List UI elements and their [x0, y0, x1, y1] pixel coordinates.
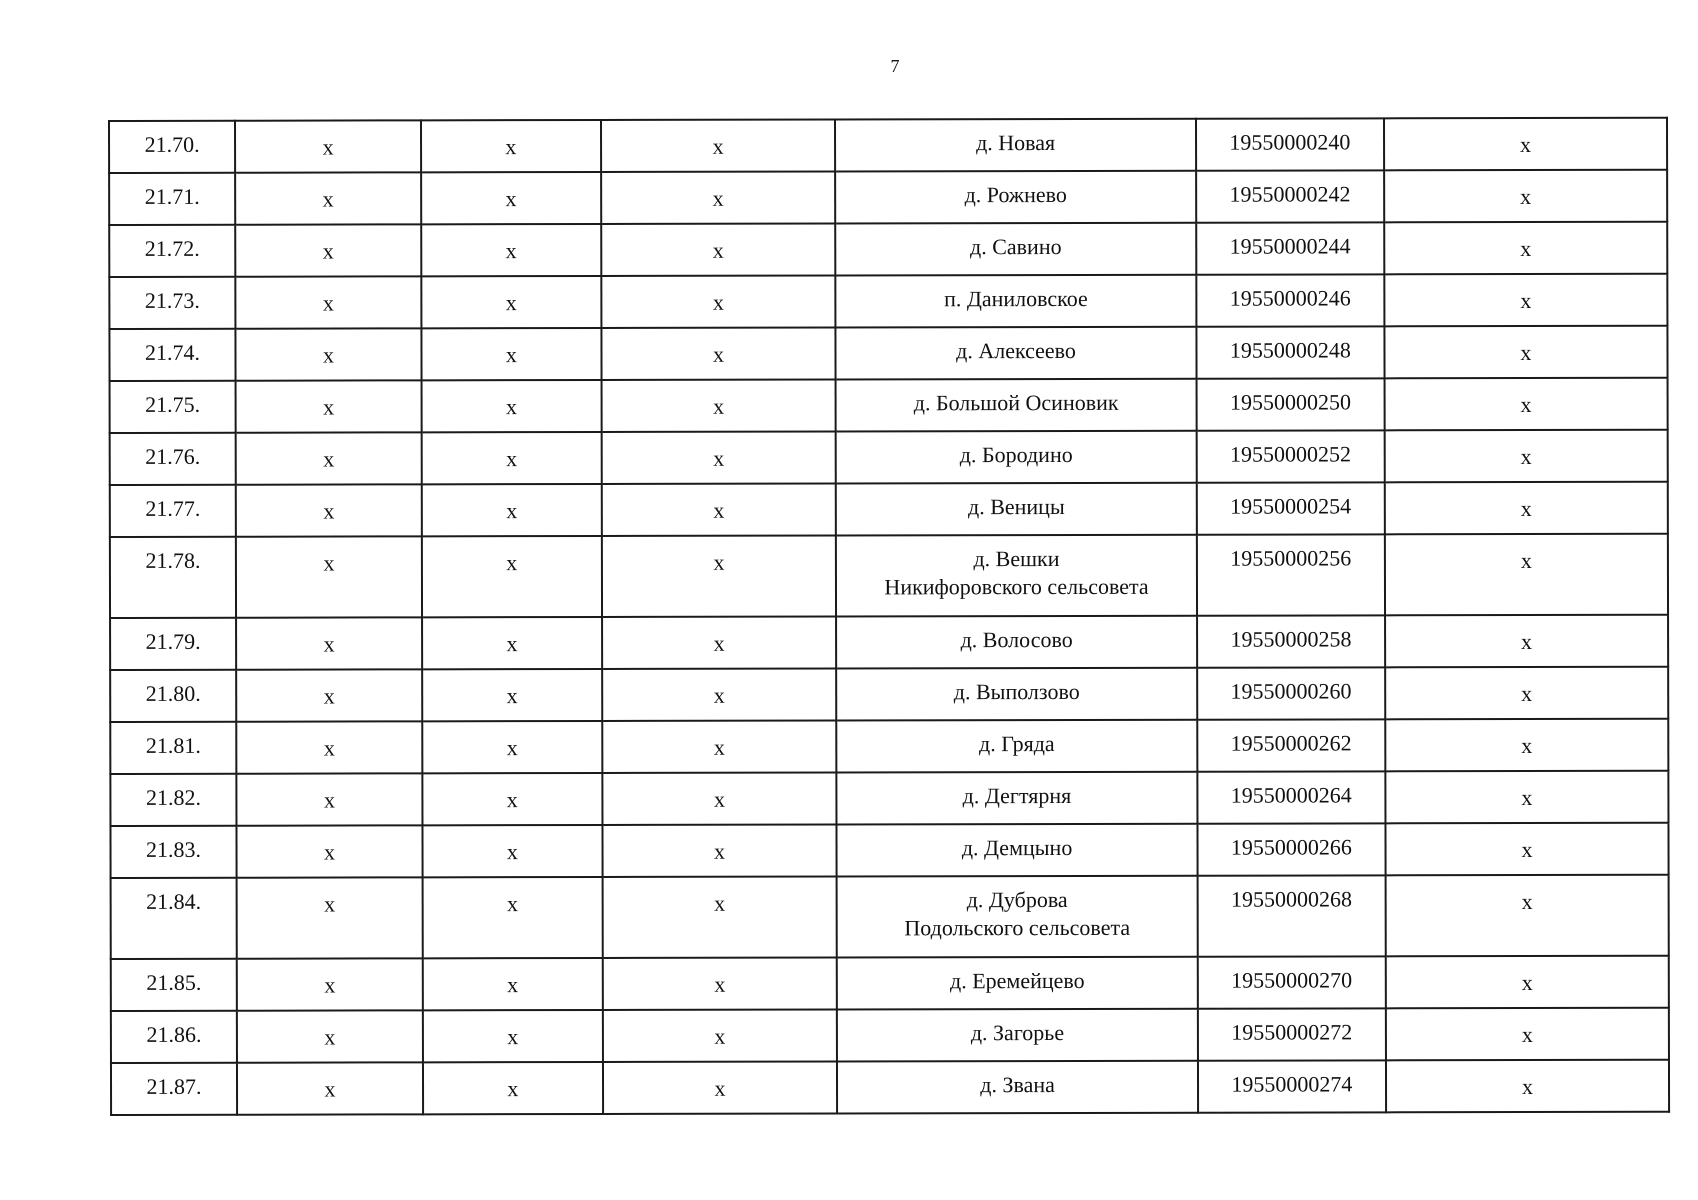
- settlement-name-line: д. Еремейцево: [949, 967, 1085, 994]
- col3-cell: x: [601, 171, 836, 223]
- settlement-name-cell: [836, 431, 1197, 484]
- col3-cell: x: [602, 824, 837, 876]
- settlement-name-cell: [835, 171, 1196, 224]
- oktmo-code-cell: 19550000266: [1197, 823, 1385, 875]
- row-number-cell: 21.75.: [110, 381, 236, 433]
- col7-cell: x: [1385, 875, 1668, 957]
- oktmo-code-cell: 19550000260: [1197, 667, 1385, 719]
- oktmo-code-cell: 19550000262: [1197, 719, 1385, 771]
- col1-cell: x: [237, 958, 423, 1010]
- col3-cell: x: [601, 431, 836, 483]
- oktmo-code-cell: 19550000274: [1198, 1060, 1386, 1112]
- table-row: [111, 956, 1669, 1011]
- table-row: [110, 378, 1668, 433]
- col7-cell: x: [1386, 956, 1669, 1009]
- settlement-name-cell: [836, 327, 1197, 380]
- col1-cell: x: [236, 536, 422, 617]
- col7-cell: x: [1385, 615, 1668, 668]
- col7-cell: x: [1384, 118, 1667, 171]
- table-row: [109, 326, 1667, 381]
- settlement-name-line: Подольского сельсовета: [904, 914, 1131, 941]
- row-number-cell: 21.78.: [110, 537, 236, 618]
- table-row: [111, 1008, 1669, 1063]
- settlement-name-cell: [836, 379, 1197, 432]
- settlement-name-cell: [837, 1061, 1198, 1114]
- col7-cell: x: [1384, 274, 1667, 327]
- row-number-cell: 21.86.: [111, 1011, 237, 1063]
- oktmo-code-cell: 19550000256: [1197, 534, 1385, 615]
- row-number-cell: 21.77.: [110, 485, 236, 537]
- row-number-cell: 21.76.: [110, 433, 236, 485]
- col7-cell: x: [1385, 823, 1668, 876]
- col1-cell: x: [236, 484, 422, 536]
- settlement-name-line: д. Выползово: [953, 678, 1080, 705]
- col7-cell: x: [1386, 1060, 1669, 1113]
- table-row: [110, 615, 1668, 670]
- oktmo-code-cell: 19550000246: [1196, 274, 1384, 326]
- col2-cell: x: [422, 669, 602, 721]
- col1-cell: x: [237, 877, 423, 958]
- col2-cell: x: [423, 958, 603, 1010]
- col3-cell: x: [601, 119, 836, 171]
- col2-cell: x: [422, 432, 602, 484]
- settlement-name-line: д. Веницы: [967, 493, 1065, 520]
- col2-cell: x: [422, 380, 602, 432]
- col2-cell: x: [421, 172, 601, 224]
- col1-cell: x: [237, 1062, 423, 1114]
- table-row: [110, 667, 1668, 722]
- table-row: [110, 719, 1668, 774]
- col2-cell: x: [422, 721, 602, 773]
- settlement-name-cell: [837, 957, 1198, 1010]
- table-row: [110, 534, 1668, 618]
- col7-cell: x: [1385, 771, 1668, 824]
- col7-cell: x: [1384, 326, 1667, 379]
- row-number-cell: 21.83.: [110, 826, 236, 878]
- col1-cell: x: [235, 224, 421, 276]
- col3-cell: x: [602, 668, 837, 720]
- col2-cell: x: [423, 877, 603, 958]
- col1-cell: x: [236, 432, 422, 484]
- settlement-name-line: д. Большой Осиновик: [913, 389, 1119, 416]
- col3-cell: x: [601, 327, 836, 379]
- settlement-name-line: д. Вешки: [973, 546, 1060, 572]
- settlement-name-line: д. Дуброва: [966, 886, 1068, 913]
- table-row: [109, 118, 1667, 173]
- settlement-name-line: д. Гряда: [979, 731, 1055, 757]
- col1-cell: x: [235, 120, 421, 172]
- settlement-name-cell: [835, 223, 1196, 276]
- row-number-cell: 21.84.: [111, 878, 237, 959]
- col2-cell: x: [422, 773, 602, 825]
- page-number: 7: [890, 56, 900, 76]
- col2-cell: x: [422, 617, 602, 669]
- row-number-cell: 21.80.: [110, 670, 236, 722]
- settlement-name-line: д. Алексеево: [956, 337, 1076, 364]
- col7-cell: x: [1384, 378, 1667, 431]
- col3-cell: x: [603, 1061, 838, 1113]
- settlement-name-cell: [837, 824, 1198, 877]
- col3-cell: x: [601, 379, 836, 431]
- col3-cell: x: [603, 1009, 838, 1061]
- settlement-name-line: д. Бородино: [959, 441, 1073, 468]
- col7-cell: x: [1384, 170, 1667, 223]
- row-number-cell: 21.81.: [110, 722, 236, 774]
- col7-cell: x: [1384, 222, 1667, 275]
- settlement-name-cell: [836, 483, 1197, 536]
- settlement-name-cell: [836, 616, 1197, 669]
- settlement-name-cell: [837, 772, 1198, 825]
- col2-cell: x: [421, 276, 601, 328]
- settlement-name-cell: [835, 119, 1196, 172]
- col3-cell: x: [602, 616, 837, 668]
- table-row: [111, 875, 1669, 959]
- table-row: [110, 482, 1668, 537]
- table-row: [109, 222, 1667, 277]
- col2-cell: x: [421, 224, 601, 276]
- settlement-name-line: д. Демцыно: [961, 834, 1073, 861]
- col1-cell: x: [236, 669, 422, 721]
- col2-cell: x: [423, 1062, 603, 1114]
- col7-cell: x: [1385, 534, 1668, 616]
- col2-cell: x: [421, 328, 601, 380]
- row-number-cell: 21.73.: [109, 277, 235, 329]
- table-row: [110, 430, 1668, 485]
- col1-cell: x: [235, 276, 421, 328]
- col7-cell: x: [1385, 667, 1668, 720]
- table-row: [111, 1060, 1669, 1115]
- oktmo-code-cell: 19550000242: [1196, 170, 1384, 222]
- settlement-name-line: д. Загорье: [970, 1019, 1065, 1046]
- settlement-name-cell: [837, 876, 1198, 958]
- row-number-cell: 21.71.: [109, 173, 235, 225]
- settlements-table: [108, 117, 1670, 1116]
- col2-cell: x: [421, 120, 601, 172]
- row-number-cell: 21.79.: [110, 618, 236, 670]
- settlement-name-line: д. Звана: [980, 1072, 1055, 1098]
- table-row: [109, 170, 1667, 225]
- row-number-cell: 21.82.: [110, 774, 236, 826]
- row-number-cell: 21.70.: [109, 121, 235, 173]
- col1-cell: x: [236, 773, 422, 825]
- row-number-cell: 21.74.: [109, 329, 235, 381]
- settlement-name-line: Никифоровского сельсовета: [884, 573, 1149, 600]
- oktmo-code-cell: 19550000258: [1197, 615, 1385, 667]
- col3-cell: x: [602, 535, 837, 616]
- col3-cell: x: [601, 275, 836, 327]
- col3-cell: x: [602, 720, 837, 772]
- oktmo-code-cell: 19550000250: [1196, 378, 1384, 430]
- col3-cell: x: [603, 957, 838, 1009]
- settlement-name-line: д. Новая: [976, 130, 1056, 156]
- settlement-name-line: д. Савино: [969, 234, 1062, 260]
- oktmo-code-cell: 19550000240: [1196, 118, 1384, 170]
- settlement-name-cell: [837, 720, 1198, 773]
- oktmo-code-cell: 19550000268: [1197, 875, 1385, 956]
- settlement-name-cell: [837, 1009, 1198, 1062]
- col1-cell: x: [236, 617, 422, 669]
- col3-cell: x: [602, 772, 837, 824]
- col2-cell: x: [423, 1010, 603, 1062]
- col3-cell: x: [601, 223, 836, 275]
- col1-cell: x: [236, 721, 422, 773]
- row-number-cell: 21.85.: [111, 959, 237, 1011]
- col3-cell: x: [602, 876, 837, 957]
- col7-cell: x: [1385, 430, 1668, 483]
- col1-cell: x: [237, 1010, 423, 1062]
- col2-cell: x: [422, 536, 602, 617]
- settlement-name-line: п. Даниловское: [944, 285, 1088, 312]
- row-number-cell: 21.87.: [111, 1063, 237, 1115]
- settlement-name-cell: [836, 275, 1197, 328]
- col7-cell: x: [1386, 1008, 1669, 1061]
- col3-cell: x: [602, 483, 837, 535]
- settlement-name-line: д. Волосово: [960, 626, 1073, 653]
- table-row: [109, 274, 1667, 329]
- col7-cell: x: [1385, 482, 1668, 535]
- row-number-cell: 21.72.: [109, 225, 235, 277]
- col7-cell: x: [1385, 719, 1668, 772]
- oktmo-code-cell: 19550000270: [1198, 956, 1386, 1008]
- oktmo-code-cell: 19550000272: [1198, 1008, 1386, 1060]
- col1-cell: x: [237, 825, 423, 877]
- oktmo-code-cell: 19550000248: [1196, 326, 1384, 378]
- oktmo-code-cell: 19550000254: [1197, 482, 1385, 534]
- table-row: [110, 823, 1668, 878]
- col1-cell: x: [236, 380, 422, 432]
- settlement-name-cell: [836, 668, 1197, 721]
- col2-cell: x: [422, 825, 602, 877]
- col1-cell: x: [235, 328, 421, 380]
- col2-cell: x: [422, 484, 602, 536]
- table-body: [109, 118, 1669, 1115]
- settlement-name-line: д. Дегтярня: [962, 782, 1072, 809]
- settlement-name-line: д. Рожнево: [964, 181, 1067, 208]
- oktmo-code-cell: 19550000264: [1197, 771, 1385, 823]
- oktmo-code-cell: 19550000244: [1196, 222, 1384, 274]
- settlement-name-cell: [836, 535, 1197, 617]
- oktmo-code-cell: 19550000252: [1196, 430, 1384, 482]
- table-row: [110, 771, 1668, 826]
- col1-cell: x: [235, 172, 421, 224]
